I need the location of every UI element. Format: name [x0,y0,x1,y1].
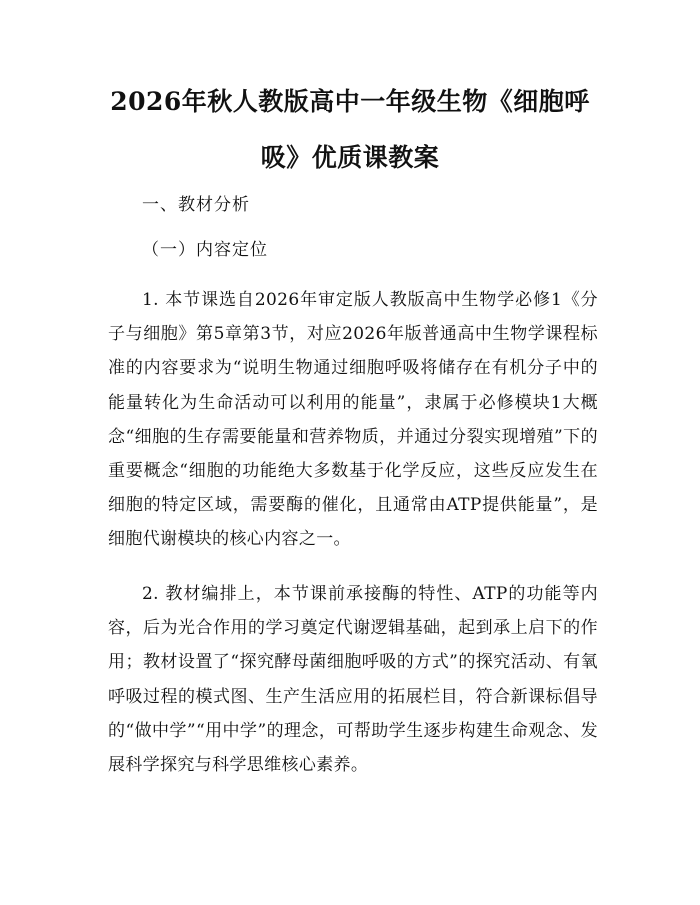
subsection-heading: （一）内容定位 [142,240,268,260]
paragraph-1: 1. 本节课选自2026年审定版人教版高中生物学必修1《分子与细胞》第5章第3节，对应2026年版普通高中生物学课程标准的内容要求为“说明生物通过细胞呼吸将储存在有机分子中的能量转化为生命活动可以利用的能量”，隶属于必修模块1大概念“细胞的生存需要能量和营养物质，并通过分裂实现增殖”下的重要概念“细胞的功能绝大多数基于化学反应，这些反应发生在细胞的特定区域，需要酶的催化，且通常由ATP提供能量”，是细胞代谢模块的核心内容之一。 [108,290,598,550]
paragraph-2: 2. 教材编排上，本节课前承接酶的特性、ATP的功能等内容，后为光合作用的学习奠定代谢逻辑基础，起到承上启下的作用；教材设置了“探究酵母菌细胞呼吸的方式”的探究活动、有氧呼吸过程的模式图、生产生活应用的拓展栏目，符合新课标倡导的“做中学”“用中学”的理念，可帮助学生逐步构建生命观念、发展科学探究与科学思维核心素养。 [108,584,598,776]
document-title-line-2: 吸》优质课教案 [260,143,440,172]
document-title-line-1: 2026年秋人教版高中一年级生物《细胞呼 [110,87,590,116]
section-heading: 一、教材分析 [142,195,250,215]
